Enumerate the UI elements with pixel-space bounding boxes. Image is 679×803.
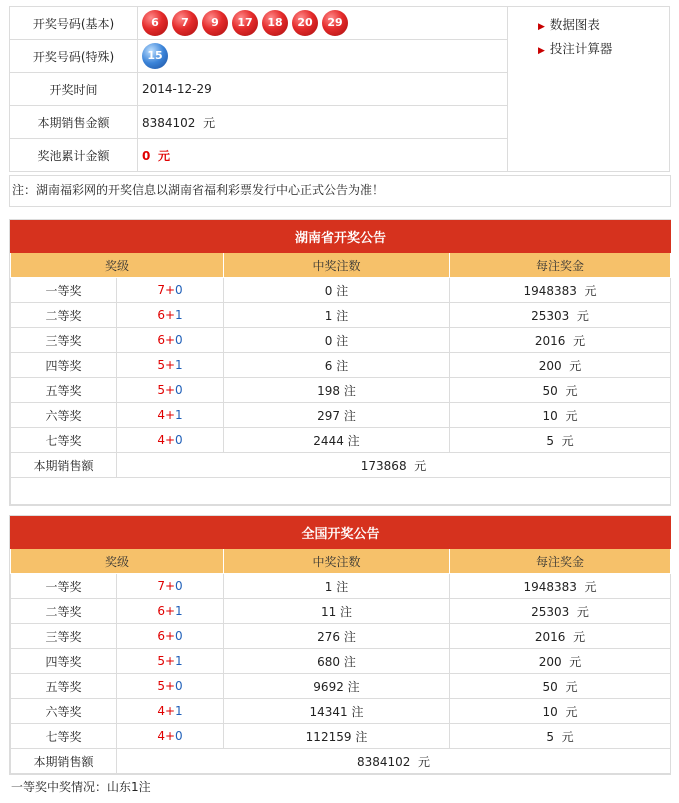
winner-count: 112159 注 [224, 724, 450, 749]
winner-count: 1 注 [224, 303, 450, 328]
table-row [11, 328, 671, 353]
national-announcement [9, 515, 671, 775]
red-ball: 7 [172, 10, 198, 36]
bet-calculator-link[interactable]: ▶ 投注计算器 [538, 41, 613, 56]
sales-label: 本期销售额 [11, 749, 117, 774]
prize-amount: 25303 元 [450, 599, 671, 624]
first-prize-note: 一等奖中奖情况：山东1注 [11, 780, 151, 794]
prize-level: 五等奖 [11, 674, 117, 699]
prize-amount: 200 元 [450, 353, 671, 378]
winner-count: 14341 注 [224, 699, 450, 724]
winner-count: 297 注 [224, 403, 450, 428]
sales-label: 本期销售额 [11, 453, 117, 478]
match-combination: 4+1 [117, 699, 224, 724]
table-row [11, 303, 671, 328]
header-level: 奖级 [11, 549, 224, 574]
prize-level: 四等奖 [11, 353, 117, 378]
match-combination: 7+0 [117, 574, 224, 599]
section-title: 全国开奖公告 [11, 517, 671, 549]
prize-level: 一等奖 [11, 278, 117, 303]
data-chart-link[interactable]: ▶ 数据图表 [538, 17, 600, 32]
red-ball: 9 [202, 10, 228, 36]
header-level: 奖级 [11, 253, 224, 278]
prize-level: 二等奖 [11, 303, 117, 328]
prize-amount: 2016 元 [450, 624, 671, 649]
winner-count: 276 注 [224, 624, 450, 649]
header-count: 中奖注数 [224, 253, 450, 278]
prize-level: 六等奖 [11, 699, 117, 724]
prize-amount: 1948383 元 [450, 574, 671, 599]
basic-numbers [138, 7, 508, 40]
winner-count: 11 注 [224, 599, 450, 624]
sales-value: 173868 元 [117, 453, 671, 478]
winner-count: 1 注 [224, 574, 450, 599]
prize-amount: 10 元 [450, 403, 671, 428]
table-row [11, 403, 671, 428]
triangle-right-icon: ▶ [538, 22, 545, 32]
match-combination: 6+0 [117, 624, 224, 649]
winner-count: 198 注 [224, 378, 450, 403]
prize-amount: 50 元 [450, 378, 671, 403]
hunan-prize-table [10, 220, 671, 505]
match-combination: 6+0 [117, 328, 224, 353]
table-row [11, 278, 671, 303]
prize-amount: 50 元 [450, 674, 671, 699]
match-combination: 6+1 [117, 599, 224, 624]
prize-amount: 10 元 [450, 699, 671, 724]
prize-level: 七等奖 [11, 428, 117, 453]
match-combination: 4+1 [117, 403, 224, 428]
special-number [138, 40, 508, 73]
prize-amount: 1948383 元 [450, 278, 671, 303]
match-combination: 5+1 [117, 649, 224, 674]
table-row [11, 599, 671, 624]
header-prize: 每注奖金 [450, 253, 671, 278]
basic-numbers-label: 开奖号码(基本) [10, 7, 138, 40]
winner-count: 2444 注 [224, 428, 450, 453]
blue-ball: 15 [142, 43, 168, 69]
table-row [11, 574, 671, 599]
national-rows [11, 574, 671, 749]
draw-date-label: 开奖时间 [10, 73, 138, 106]
match-combination: 5+1 [117, 353, 224, 378]
jackpot-label: 奖池累计金额 [10, 139, 138, 172]
red-ball: 6 [142, 10, 168, 36]
prize-level: 二等奖 [11, 599, 117, 624]
match-combination: 4+0 [117, 428, 224, 453]
hunan-rows [11, 278, 671, 453]
prize-amount: 200 元 [450, 649, 671, 674]
red-ball: 29 [322, 10, 348, 36]
red-ball: 17 [232, 10, 258, 36]
red-ball: 20 [292, 10, 318, 36]
prize-level: 一等奖 [11, 574, 117, 599]
winner-count: 0 注 [224, 278, 450, 303]
table-row [11, 624, 671, 649]
prize-amount: 25303 元 [450, 303, 671, 328]
sales-amount-label: 本期销售金额 [10, 106, 138, 139]
special-number-label: 开奖号码(特殊) [10, 40, 138, 73]
table-row [11, 699, 671, 724]
disclaimer-note: 注：湖南福彩网的开奖信息以湖南省福利彩票发行中心正式公告为准！ [9, 175, 671, 207]
table-row [11, 724, 671, 749]
draw-date: 2014-12-29 [138, 73, 508, 106]
side-links [508, 7, 670, 172]
spacer-row [11, 478, 671, 505]
header-prize: 每注奖金 [450, 549, 671, 574]
prize-level: 三等奖 [11, 624, 117, 649]
section-title: 湖南省开奖公告 [11, 221, 671, 253]
winner-count: 680 注 [224, 649, 450, 674]
header-count: 中奖注数 [224, 549, 450, 574]
prize-level: 三等奖 [11, 328, 117, 353]
prize-amount: 5 元 [450, 724, 671, 749]
draw-info-table [9, 6, 670, 172]
prize-amount: 5 元 [450, 428, 671, 453]
red-ball: 18 [262, 10, 288, 36]
match-combination: 5+0 [117, 674, 224, 699]
match-combination: 4+0 [117, 724, 224, 749]
winner-count: 9692 注 [224, 674, 450, 699]
sales-amount: 8384102 元 [138, 106, 508, 139]
prize-level: 四等奖 [11, 649, 117, 674]
national-prize-table [10, 516, 671, 774]
match-combination: 7+0 [117, 278, 224, 303]
table-row [11, 428, 671, 453]
hunan-announcement [9, 219, 671, 506]
match-combination: 6+1 [117, 303, 224, 328]
table-row [11, 378, 671, 403]
table-row [11, 649, 671, 674]
prize-level: 五等奖 [11, 378, 117, 403]
winner-count: 6 注 [224, 353, 450, 378]
prize-level: 七等奖 [11, 724, 117, 749]
sales-value: 8384102 元 [117, 749, 671, 774]
triangle-right-icon: ▶ [538, 46, 545, 56]
prize-level: 六等奖 [11, 403, 117, 428]
winner-count: 0 注 [224, 328, 450, 353]
match-combination: 5+0 [117, 378, 224, 403]
jackpot-amount: 0 元 [138, 139, 508, 172]
table-row [11, 353, 671, 378]
table-row [11, 674, 671, 699]
prize-amount: 2016 元 [450, 328, 671, 353]
